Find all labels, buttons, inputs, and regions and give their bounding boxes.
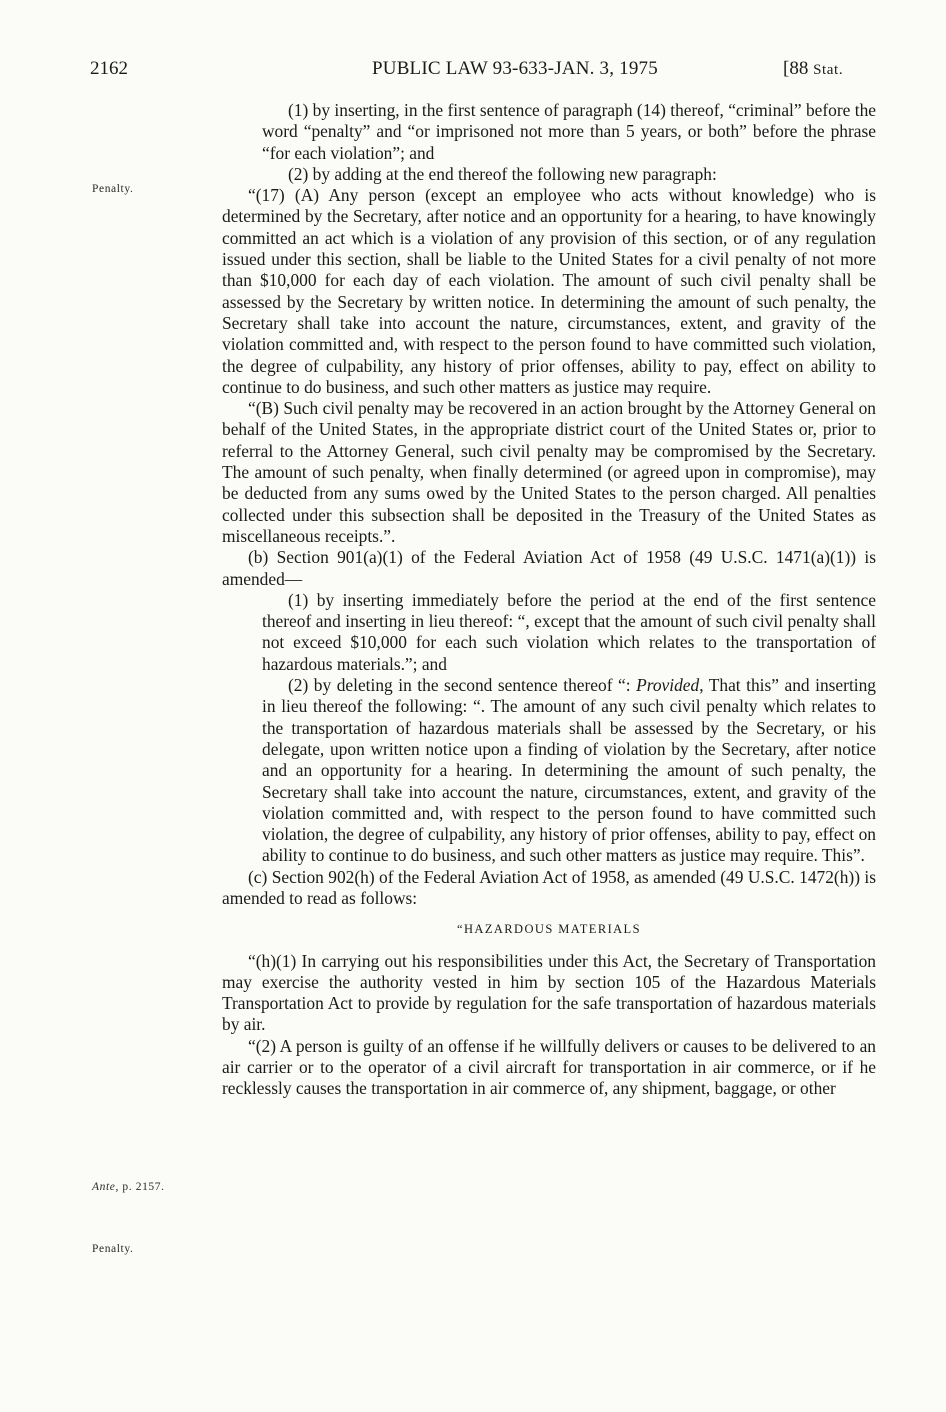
- page-number: 2162: [90, 58, 128, 79]
- body-text: [222, 100, 876, 1100]
- page-header: [0, 58, 946, 86]
- paragraph-b2-italic: Provided: [636, 675, 700, 696]
- paragraph-b2-before: (2) by deleting in the second sentence thereof “:: [288, 675, 637, 696]
- paragraph-h1: “(h)(1) In carrying out his responsibilities under this Act, the Secretary of Transportation may exercise the authority vested in him by section 105 of the Hazardous Materials Transportation Act to provide by regulation for the safe transportation of hazardous materials by air.: [222, 950, 876, 1035]
- paragraph-b2-after: , That this” and inserting in lieu thereof the following: “. The amount of any such civil penalty which relates to the transportation of hazardous materials shall be assessed by the Secretary, or his delegate, upon written notice upon a finding of violation by the Secretary, after notice and an opportunity for a hearing. In determining the amount of such penalty, the Secretary shall take into account the nature, circumstances, extent, and gravity of the violation committed and, with respect to the person found to have committed such violation, the degree of culpability, any history of prior offenses, ability to pay, effect on ability to continue to do business, and such other matters as justice may require. This”.: [262, 675, 876, 866]
- margin-note-ante-italic: Ante: [92, 1181, 116, 1193]
- paragraph-b: (b) Section 901(a)(1) of the Federal Aviation Act of 1958 (49 U.S.C. 1471(a)(1)) is amended—: [222, 547, 876, 589]
- paragraph-h2: “(2) A person is guilty of an offense if he willfully delivers or causes to be delivered to an air carrier or to the operator of a civil aircraft for transportation in air commerce, or if he recklessly causes the transportation in air commerce of, any shipment, baggage, or other: [222, 1035, 876, 1099]
- paragraph-a1: (1) by inserting, in the first sentence of paragraph (14) thereof, “criminal” before the word “penalty” and “or imprisoned not more than 5 years, or both” before the phrase “for each violation”; and: [262, 100, 876, 163]
- running-head: PUBLIC LAW 93-633-JAN. 3, 1975: [372, 58, 658, 79]
- statute-reference-prefix: [88: [783, 58, 814, 79]
- paragraph-b2: [222, 675, 876, 867]
- statute-reference: [783, 58, 843, 80]
- margin-note-ante: [92, 1181, 165, 1193]
- margin-note-penalty-2: Penalty.: [92, 1243, 134, 1255]
- section-heading: “HAZARDOUS MATERIALS: [457, 922, 641, 937]
- margin-note-penalty: Penalty.: [92, 183, 134, 195]
- paragraph-c: (c) Section 902(h) of the Federal Aviation Act of 1958, as amended (49 U.S.C. 1472(h)) is amended to read as follows:: [222, 866, 876, 908]
- statute-reference-abbrev: Stat.: [813, 62, 844, 78]
- margin-note-ante-page: , p. 2157.: [115, 1181, 165, 1193]
- paragraph-a2: (2) by adding at the end thereof the following new paragraph:: [288, 163, 717, 184]
- paragraph-17a: “(17) (A) Any person (except an employee who acts without knowledge) who is determined by the Secretary, after notice and an opportunity for a hearing, to have knowingly committed an act which is a violation of any provision of this section, or of any regulation issued under this section, shall be liable to the United States for a civil penalty of not more than $10,000 for each day of each violation. The amount of such civil penalty shall be assessed by the Secretary by written notice. In determining the amount of such penalty, the Secretary shall take into account the nature, circumstances, extent, and gravity of the violation committed and, with respect to the person found to have committed such violation, the degree of culpability, any history of prior offenses, ability to pay, effect on ability to continue to do business, and such other matters as justice may require.: [222, 185, 876, 397]
- paragraph-b1: (1) by inserting immediately before the period at the end of the first sentence thereof and inserting in lieu thereof: “, except that the amount of such civil penalty shall not exceed $10,000 for each such violation which relates to the transportation of hazardous materials.”; and: [262, 589, 876, 674]
- paragraph-17b: “(B) Such civil penalty may be recovered in an action brought by the Attorney General on behalf of the United States, in the appropriate district court of the United States or, prior to referral to the Attorney General, such civil penalty may be compromised by the Secretary. The amount of such penalty, when finally determined (or agreed upon in compromise), may be deducted from any sums owed by the United States to the person charged. All penalties collected under this subsection shall be deposited in the Treasury of the United States as miscellaneous receipts.”.: [222, 398, 876, 546]
